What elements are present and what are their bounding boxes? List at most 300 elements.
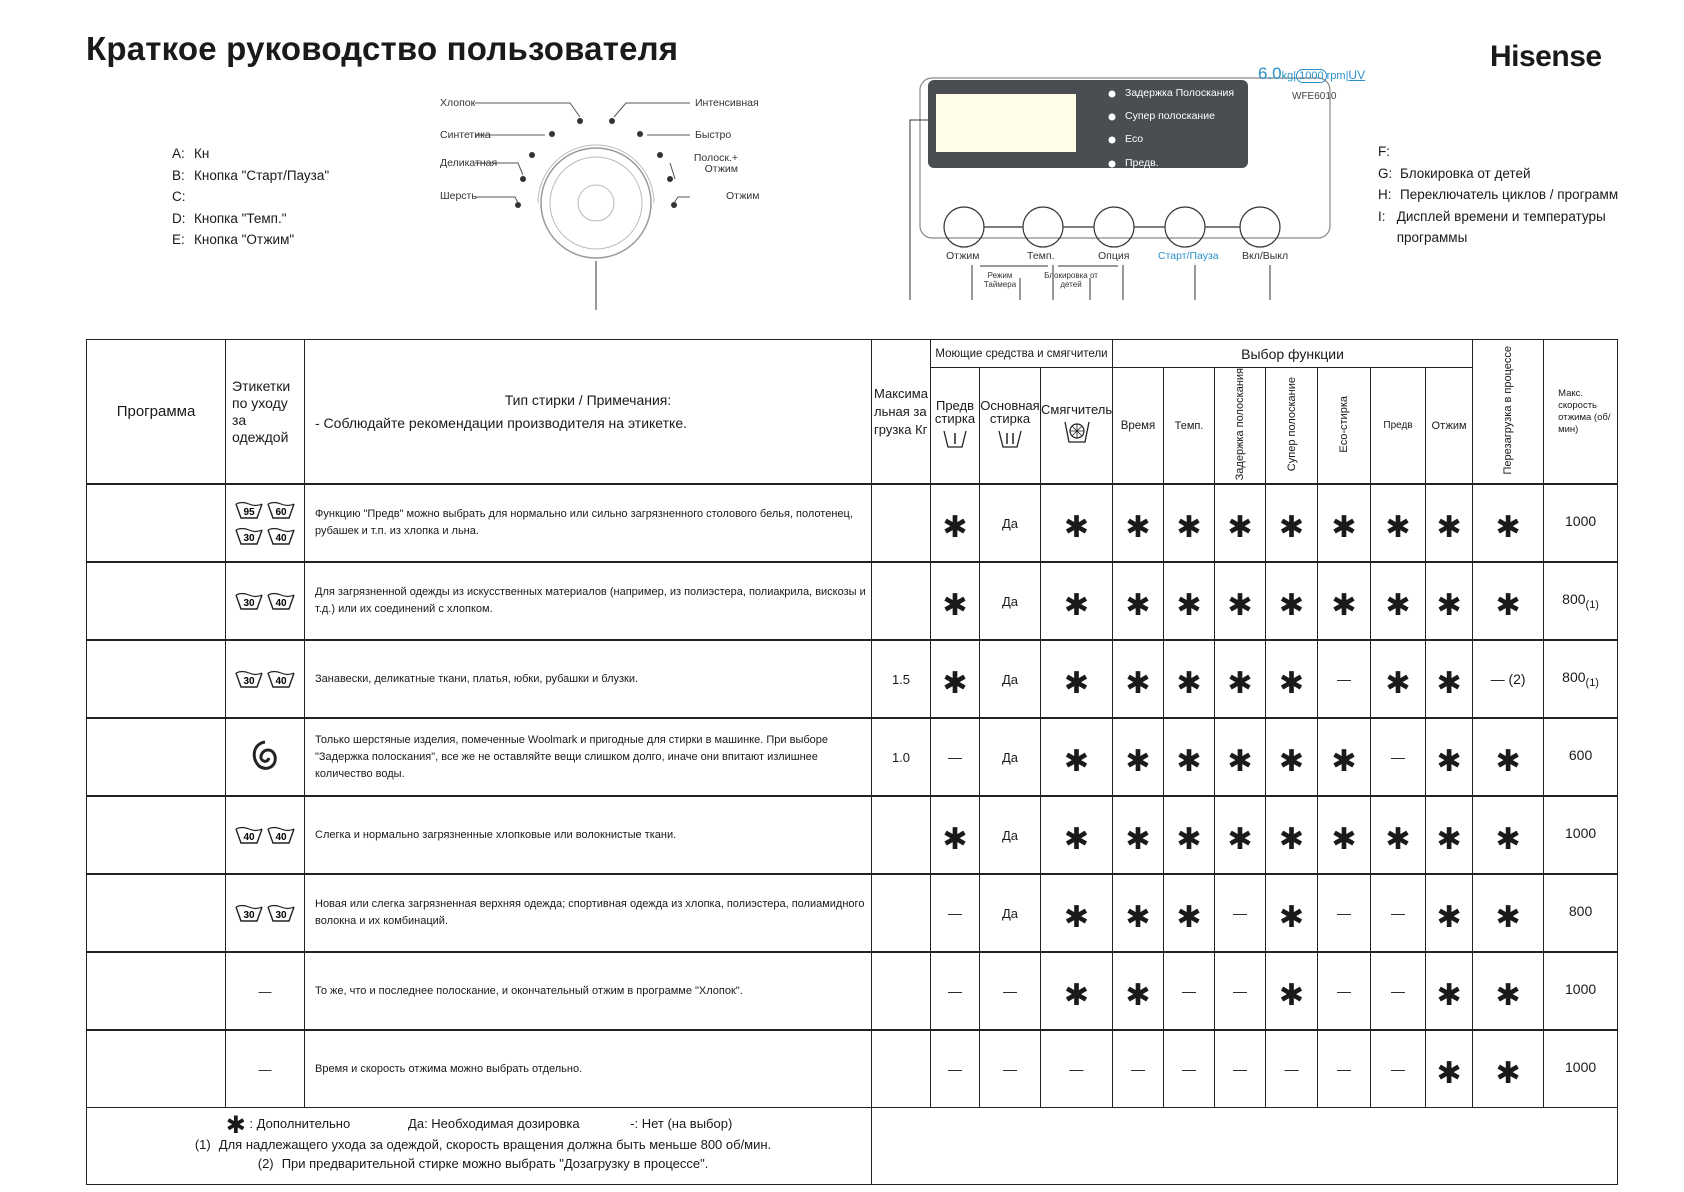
header-rinse-hold-text: Задержка полоскания bbox=[1234, 368, 1246, 481]
dash-mark: — bbox=[1337, 1061, 1351, 1078]
dash-mark: — bbox=[1391, 905, 1405, 922]
cell-max-speed bbox=[1544, 952, 1618, 1030]
asterisk-icon: ✱ bbox=[942, 511, 968, 545]
cell-rinse-hold bbox=[1215, 952, 1266, 1030]
asterisk-icon: ✱ bbox=[1495, 823, 1521, 857]
wash-tub-icon bbox=[234, 525, 264, 547]
cell-prewash bbox=[931, 1030, 980, 1108]
asterisk-icon: ✱ bbox=[1385, 589, 1411, 623]
cell-time bbox=[1113, 796, 1164, 874]
cell-care-labels bbox=[226, 718, 305, 796]
header-max-load: Максимальная загрузка Кг bbox=[872, 340, 931, 485]
asterisk-icon: ✱ bbox=[1063, 667, 1090, 701]
cell-max-load bbox=[872, 484, 931, 562]
dash-mark: — bbox=[1003, 983, 1017, 1000]
asterisk-icon: ✱ bbox=[1125, 745, 1151, 779]
legend-text: Кнопка "Старт/Пауза" bbox=[194, 167, 330, 183]
dial-inner bbox=[550, 157, 642, 249]
spec-kg: 6.0 bbox=[1258, 64, 1282, 83]
spin-button[interactable] bbox=[944, 207, 984, 247]
speed-value: 1000 bbox=[1565, 825, 1597, 842]
header-eco-text: Eco-стирка bbox=[1338, 395, 1350, 453]
table-row bbox=[87, 796, 1618, 874]
btn-label-start-pause: Старт/Пауза bbox=[1158, 250, 1219, 262]
asterisk-icon: ✱ bbox=[1278, 745, 1305, 779]
dash-mark: — bbox=[1233, 983, 1247, 1000]
spec-badge: 6.0kg| 1000 rpm|UV bbox=[1258, 64, 1366, 83]
footer-legend-line: ✱ : Дополнительно Да: Необходимая дозировка -: Нет (на выбор) bbox=[225, 1112, 733, 1140]
legend-key: G: bbox=[1378, 165, 1393, 181]
speed-value: 800 bbox=[1568, 903, 1593, 920]
dash-mark: — bbox=[948, 749, 962, 766]
cell-softener bbox=[1041, 562, 1113, 640]
cell-max-speed bbox=[1544, 640, 1618, 718]
cell-reload bbox=[1473, 796, 1544, 874]
legend-item bbox=[172, 229, 329, 251]
wash-tub-icon bbox=[266, 590, 296, 612]
cell-reload bbox=[1473, 718, 1544, 796]
cell-prewash-fn bbox=[1371, 640, 1426, 718]
header-softener bbox=[1041, 368, 1113, 485]
cell-time bbox=[1113, 952, 1164, 1030]
header-program: Программа bbox=[87, 340, 226, 485]
cell-temp bbox=[1164, 640, 1215, 718]
asterisk-icon: ✱ bbox=[1063, 511, 1090, 545]
legend-right bbox=[1378, 141, 1638, 249]
cell-care-labels bbox=[226, 952, 305, 1030]
control-panel-diagram bbox=[880, 70, 1340, 310]
svg-text:30: 30 bbox=[275, 910, 287, 922]
cell-rinse-hold bbox=[1215, 484, 1266, 562]
header-prewash-fn: Предв bbox=[1371, 368, 1426, 485]
cell-max-load bbox=[872, 952, 931, 1030]
asterisk-icon: ✱ bbox=[1125, 589, 1151, 623]
dial-label-synthetic: Синтетика bbox=[440, 129, 491, 141]
cell-spin bbox=[1426, 952, 1473, 1030]
cell-rinse-hold bbox=[1215, 874, 1266, 952]
header-wash-type bbox=[305, 340, 872, 485]
footer-no: -: Нет (на выбор) bbox=[630, 1116, 733, 1132]
asterisk-icon: ✱ bbox=[1278, 979, 1305, 1013]
woolmark-icon bbox=[245, 764, 285, 779]
cell-prewash bbox=[931, 484, 980, 562]
cell-program bbox=[87, 718, 226, 796]
cell-spin bbox=[1426, 562, 1473, 640]
footer-yes: Да: Необходимая дозировка bbox=[408, 1116, 580, 1132]
cell-prewash-fn bbox=[1371, 562, 1426, 640]
asterisk-icon: ✱ bbox=[1125, 901, 1151, 935]
cell-mainwash bbox=[980, 562, 1041, 640]
speed-footnote: (1) bbox=[1585, 599, 1599, 612]
start-pause-button[interactable] bbox=[1165, 207, 1205, 247]
temp-button[interactable] bbox=[1023, 207, 1063, 247]
asterisk-icon: ✱ bbox=[1436, 1057, 1462, 1091]
svg-text:60: 60 bbox=[275, 507, 287, 519]
header-detergents: Моющие средства и смягчители bbox=[931, 340, 1113, 368]
table-row bbox=[87, 952, 1618, 1030]
care-label-none: — bbox=[258, 1061, 272, 1077]
btn-label-spin: Отжим bbox=[946, 250, 980, 262]
cell-eco bbox=[1318, 718, 1371, 796]
legend-key: F: bbox=[1378, 144, 1390, 159]
cell-temp bbox=[1164, 952, 1215, 1030]
speed-value: 800 bbox=[1562, 669, 1586, 686]
indicator-super-rinse: Супер полоскание bbox=[1125, 110, 1215, 122]
cell-prewash-fn bbox=[1371, 796, 1426, 874]
cell-eco bbox=[1318, 484, 1371, 562]
cell-reload bbox=[1473, 484, 1544, 562]
cell-reload bbox=[1473, 874, 1544, 952]
dash-mark: — bbox=[1337, 671, 1351, 688]
legend-item bbox=[1378, 141, 1638, 163]
cell-time bbox=[1113, 484, 1164, 562]
footer-note-1 bbox=[93, 1135, 865, 1154]
speed-value: 800 bbox=[1562, 591, 1586, 608]
cell-temp bbox=[1164, 874, 1215, 952]
dash-mark: — bbox=[1233, 1061, 1247, 1078]
asterisk-icon: ✱ bbox=[1331, 511, 1357, 545]
dial-label-wool: Шерсть bbox=[440, 190, 477, 202]
brand-logo: Hisense bbox=[1490, 40, 1602, 73]
cell-mainwash bbox=[980, 952, 1041, 1030]
cell-max-load bbox=[872, 874, 931, 952]
cell-eco bbox=[1318, 796, 1371, 874]
header-care-labels: Этикетки по уходу за одеждой bbox=[226, 340, 305, 485]
speed-footnote: (1) bbox=[1585, 677, 1599, 690]
asterisk-icon: ✱ bbox=[1227, 745, 1253, 779]
asterisk-icon: ✱ bbox=[1227, 589, 1253, 623]
asterisk-icon: ✱ bbox=[1176, 667, 1202, 701]
cell-care-labels bbox=[226, 484, 305, 562]
mainwash-compartment-icon bbox=[995, 425, 1025, 451]
cell-prewash bbox=[931, 796, 980, 874]
prewash-compartment-icon bbox=[940, 425, 970, 451]
legend-item bbox=[172, 208, 329, 230]
cell-prewash bbox=[931, 562, 980, 640]
header-mainwash bbox=[980, 368, 1041, 485]
yes-mark: Да bbox=[1001, 749, 1019, 765]
cell-time bbox=[1113, 640, 1164, 718]
asterisk-icon: ✱ bbox=[1063, 823, 1090, 857]
asterisk-icon: ✱ bbox=[1436, 823, 1462, 857]
cell-note: То же, что и последнее полоскание, и окончательный отжим в программе "Хлопок". bbox=[305, 952, 872, 1030]
yes-mark: Да bbox=[1001, 593, 1019, 609]
header-softener-text: Смягчитель bbox=[1041, 402, 1113, 418]
footer-note-key: (2) bbox=[257, 1156, 274, 1172]
cell-softener bbox=[1041, 952, 1113, 1030]
svg-text:30: 30 bbox=[243, 598, 255, 610]
asterisk-icon: ✱ bbox=[1176, 901, 1202, 935]
cell-eco bbox=[1318, 562, 1371, 640]
dash-mark: — bbox=[1337, 983, 1351, 1000]
svg-text:40: 40 bbox=[275, 832, 287, 844]
cell-care-labels bbox=[226, 640, 305, 718]
header-prewash bbox=[931, 368, 980, 485]
dial-label-spin: Отжим bbox=[726, 190, 760, 202]
asterisk-icon: ✱ bbox=[942, 589, 968, 623]
asterisk-icon: ✱ bbox=[1176, 745, 1202, 779]
cell-prewash-fn bbox=[1371, 952, 1426, 1030]
dash-mark: — bbox=[948, 905, 962, 922]
legend-item bbox=[172, 143, 329, 165]
sub-label-timer: Режим Таймера bbox=[983, 271, 1017, 289]
power-button[interactable] bbox=[1240, 207, 1280, 247]
softener-flower-icon bbox=[1060, 416, 1094, 446]
cell-max-speed bbox=[1544, 562, 1618, 640]
wash-tub-icon bbox=[266, 499, 296, 521]
cell-reload bbox=[1473, 562, 1544, 640]
cell-reload bbox=[1473, 1030, 1544, 1108]
legend-key: A: bbox=[172, 146, 185, 161]
header-eco bbox=[1318, 368, 1371, 485]
cell-care-labels bbox=[226, 874, 305, 952]
header-functions: Выбор функции bbox=[1113, 340, 1473, 368]
model-number: WFE6010 bbox=[1292, 91, 1337, 102]
cell-prewash-fn bbox=[1371, 484, 1426, 562]
cell-max-speed bbox=[1544, 1030, 1618, 1108]
dash-mark: — bbox=[1391, 749, 1405, 766]
cell-softener bbox=[1041, 640, 1113, 718]
asterisk-icon: ✱ bbox=[1125, 823, 1151, 857]
footer-note-text: Для надлежащего ухода за одеждой, скорость вращения должна быть меньше 800 об/мин. bbox=[218, 1137, 772, 1153]
cell-program bbox=[87, 952, 226, 1030]
cell-super-rinse bbox=[1266, 874, 1318, 952]
svg-text:95: 95 bbox=[243, 507, 255, 519]
legend-text: Кнопка "Отжим" bbox=[194, 232, 295, 247]
spec-kg-unit: kg bbox=[1281, 70, 1294, 82]
cell-mainwash bbox=[980, 640, 1041, 718]
cell-temp bbox=[1164, 796, 1215, 874]
legend-text: Блокировка от детей bbox=[1400, 165, 1531, 181]
btn-label-power: Вкл/Выкл bbox=[1242, 250, 1289, 262]
footer-note-2 bbox=[93, 1154, 865, 1173]
cell-rinse-hold bbox=[1215, 562, 1266, 640]
asterisk-icon: ✱ bbox=[1385, 667, 1411, 701]
table-row bbox=[87, 562, 1618, 640]
dial-label-intensive: Интенсивная bbox=[695, 97, 759, 109]
asterisk-icon: ✱ bbox=[1063, 901, 1090, 935]
cell-note: Только шерстяные изделия, помеченные Woolmark и пригодные для стирки в машинке. При выборе "Задержка полоскания", все же не оставляйте вещи слишком долго, иначе они впитают излишнее количество воды. bbox=[305, 718, 872, 796]
asterisk-icon: ✱ bbox=[1385, 823, 1411, 857]
asterisk-icon: ✱ bbox=[1176, 589, 1202, 623]
cell-max-load: 1.0 bbox=[872, 718, 931, 796]
option-button[interactable] bbox=[1094, 207, 1134, 247]
dial-label-cotton: Хлопок bbox=[440, 97, 476, 109]
legend-key: C: bbox=[172, 189, 186, 204]
cell-program bbox=[87, 640, 226, 718]
cell-max-load bbox=[872, 796, 931, 874]
asterisk-icon: ✱ bbox=[1495, 1057, 1521, 1091]
cell-note: Занавески, деликатные ткани, платья, юбки, рубашки и блузки. bbox=[305, 640, 872, 718]
asterisk-icon: ✱ bbox=[1227, 823, 1253, 857]
table-row bbox=[87, 874, 1618, 952]
asterisk-icon: ✱ bbox=[1436, 511, 1462, 545]
cell-rinse-hold bbox=[1215, 640, 1266, 718]
footer-optional: Дополнительно bbox=[256, 1116, 351, 1132]
cell-super-rinse bbox=[1266, 562, 1318, 640]
speed-value: 1000 bbox=[1565, 1059, 1597, 1076]
dial-label-delicate: Деликатная bbox=[440, 157, 498, 169]
legend-item bbox=[1378, 206, 1638, 249]
cell-time bbox=[1113, 874, 1164, 952]
asterisk-icon: ✱ bbox=[1495, 511, 1521, 545]
wash-tub-icon bbox=[234, 902, 264, 924]
asterisk-icon: ✱ bbox=[1125, 511, 1151, 545]
cell-program bbox=[87, 874, 226, 952]
header-wash-type-title: Тип стирки / Примечания: bbox=[504, 391, 672, 408]
legend-item bbox=[172, 186, 329, 208]
cell-program bbox=[87, 562, 226, 640]
asterisk-icon: ✱ bbox=[1063, 979, 1090, 1013]
asterisk-icon: ✱ bbox=[1227, 667, 1253, 701]
cell-eco bbox=[1318, 874, 1371, 952]
header-wash-type-note: - Соблюдайте рекомендации производителя на этикетке. bbox=[315, 414, 687, 431]
speed-value: 1000 bbox=[1565, 981, 1597, 998]
cell-spin bbox=[1426, 1030, 1473, 1108]
yes-mark: Да bbox=[1001, 905, 1019, 921]
wash-tub-icon bbox=[234, 590, 264, 612]
footer-note-key: (1) bbox=[194, 1137, 211, 1153]
asterisk-icon: ✱ bbox=[1495, 901, 1521, 935]
cell-max-speed bbox=[1544, 718, 1618, 796]
cell-mainwash bbox=[980, 796, 1041, 874]
cell-care-labels bbox=[226, 562, 305, 640]
cell-reload bbox=[1473, 640, 1544, 718]
legend-text: Переключатель циклов / программ bbox=[1400, 187, 1619, 202]
dash-mark: — bbox=[1233, 905, 1247, 922]
cell-note: Для загрязненной одежды из искусственных материалов (например, из полиэстера, полиакрила, вискозы и т.д.) или их соединений с хлопком. bbox=[305, 562, 872, 640]
asterisk-icon: ✱ bbox=[942, 667, 968, 701]
program-dial-diagram bbox=[430, 95, 770, 315]
asterisk-icon: ✱ bbox=[1176, 511, 1202, 545]
speed-value: 1000 bbox=[1565, 513, 1597, 530]
legend-item bbox=[172, 165, 329, 187]
dash-mark: — bbox=[948, 983, 962, 1000]
cell-time bbox=[1113, 718, 1164, 796]
footer-note-text: При предварительной стирке можно выбрать "Дозагрузку в процессе". bbox=[281, 1156, 709, 1172]
dial-label-rinse-spin: Полоск.+ Отжим bbox=[693, 152, 738, 175]
cell-temp bbox=[1164, 1030, 1215, 1108]
svg-text:40: 40 bbox=[275, 598, 287, 610]
header-super-rinse-text: Супер полоскание bbox=[1285, 377, 1298, 472]
asterisk-icon: ✱ bbox=[1176, 823, 1202, 857]
footer-notes bbox=[87, 1108, 872, 1185]
asterisk-icon: ✱ bbox=[1278, 667, 1305, 701]
asterisk-icon: ✱ bbox=[1495, 979, 1521, 1013]
cell-program bbox=[87, 796, 226, 874]
asterisk-icon: ✱ bbox=[1436, 589, 1462, 623]
cell-softener bbox=[1041, 718, 1113, 796]
cell-mainwash bbox=[980, 484, 1041, 562]
cell-program bbox=[87, 1030, 226, 1108]
cell-max-speed bbox=[1544, 796, 1618, 874]
asterisk-icon: ✱ bbox=[1436, 979, 1462, 1013]
legend-key: I: bbox=[1378, 208, 1386, 224]
cell-softener bbox=[1041, 1030, 1113, 1108]
cell-max-load bbox=[872, 562, 931, 640]
cell-softener bbox=[1041, 874, 1113, 952]
svg-text:30: 30 bbox=[243, 533, 255, 545]
cell-prewash bbox=[931, 874, 980, 952]
cell-super-rinse bbox=[1266, 1030, 1318, 1108]
wash-tub-icon bbox=[266, 525, 296, 547]
asterisk-icon: ✱ bbox=[1331, 823, 1357, 857]
cell-program bbox=[87, 484, 226, 562]
cell-spin bbox=[1426, 640, 1473, 718]
header-super-rinse bbox=[1266, 368, 1318, 485]
dash-mark: — bbox=[1284, 1061, 1299, 1078]
yes-mark: Да bbox=[1001, 515, 1019, 531]
legend-text: Кн bbox=[194, 146, 210, 161]
cell-reload bbox=[1473, 952, 1544, 1030]
spec-rpm: 1000 bbox=[1296, 69, 1326, 83]
asterisk-icon: ✱ bbox=[1436, 745, 1462, 779]
asterisk-symbol-icon: ✱ bbox=[225, 1112, 246, 1140]
dash-mark: — bbox=[1182, 1061, 1196, 1078]
header-rinse-hold bbox=[1215, 368, 1266, 485]
svg-text:40: 40 bbox=[275, 533, 287, 545]
asterisk-icon: ✱ bbox=[1063, 745, 1090, 779]
cell-spin bbox=[1426, 718, 1473, 796]
asterisk-icon: ✱ bbox=[1278, 901, 1305, 935]
dash-mark: — bbox=[1003, 1061, 1017, 1078]
cell-max-speed bbox=[1544, 484, 1618, 562]
btn-label-option: Опция bbox=[1098, 250, 1130, 262]
cell-mainwash bbox=[980, 1030, 1041, 1108]
cell-eco bbox=[1318, 640, 1371, 718]
svg-text:30: 30 bbox=[243, 676, 255, 688]
header-mainwash-text: Основная стирка bbox=[980, 397, 1040, 426]
yes-mark: Да bbox=[1001, 827, 1019, 843]
header-prewash-text: Предв стирка bbox=[934, 397, 976, 426]
legend-key: D: bbox=[172, 210, 186, 226]
asterisk-icon: ✱ bbox=[1063, 589, 1090, 623]
svg-text:40: 40 bbox=[243, 832, 255, 844]
cell-spin bbox=[1426, 874, 1473, 952]
asterisk-icon: ✱ bbox=[1227, 511, 1253, 545]
cell-rinse-hold bbox=[1215, 718, 1266, 796]
asterisk-icon: ✱ bbox=[1495, 589, 1521, 623]
asterisk-icon: ✱ bbox=[1385, 511, 1411, 545]
care-label-none: — bbox=[258, 983, 272, 999]
header-max-speed: Макс. скорость отжима (об/мин) bbox=[1544, 340, 1618, 485]
cell-prewash-fn bbox=[1371, 1030, 1426, 1108]
cell-time bbox=[1113, 1030, 1164, 1108]
table-header-row bbox=[87, 340, 1618, 368]
speed-value: 600 bbox=[1568, 747, 1593, 764]
cell-softener bbox=[1041, 484, 1113, 562]
cell-super-rinse bbox=[1266, 796, 1318, 874]
header-temp: Темп. bbox=[1164, 368, 1215, 485]
spec-rpm-unit: rpm bbox=[1326, 70, 1346, 82]
cell-super-rinse bbox=[1266, 484, 1318, 562]
dash-mark: — (2) bbox=[1490, 671, 1526, 688]
cell-note: Время и скорость отжима можно выбрать отдельно. bbox=[305, 1030, 872, 1108]
svg-text:40: 40 bbox=[275, 676, 287, 688]
legend-key: E: bbox=[172, 232, 185, 247]
table-row bbox=[87, 1030, 1618, 1108]
table-row bbox=[87, 640, 1618, 718]
header-reload bbox=[1473, 340, 1544, 485]
table-row bbox=[87, 484, 1618, 562]
asterisk-icon: ✱ bbox=[1278, 511, 1305, 545]
wash-tub-icon bbox=[266, 668, 296, 690]
dash-mark: — bbox=[1391, 1061, 1405, 1078]
cell-max-load: 1.5 bbox=[872, 640, 931, 718]
table-footer-row bbox=[87, 1108, 1618, 1185]
asterisk-icon: ✱ bbox=[1125, 979, 1151, 1013]
svg-text:30: 30 bbox=[243, 910, 255, 922]
